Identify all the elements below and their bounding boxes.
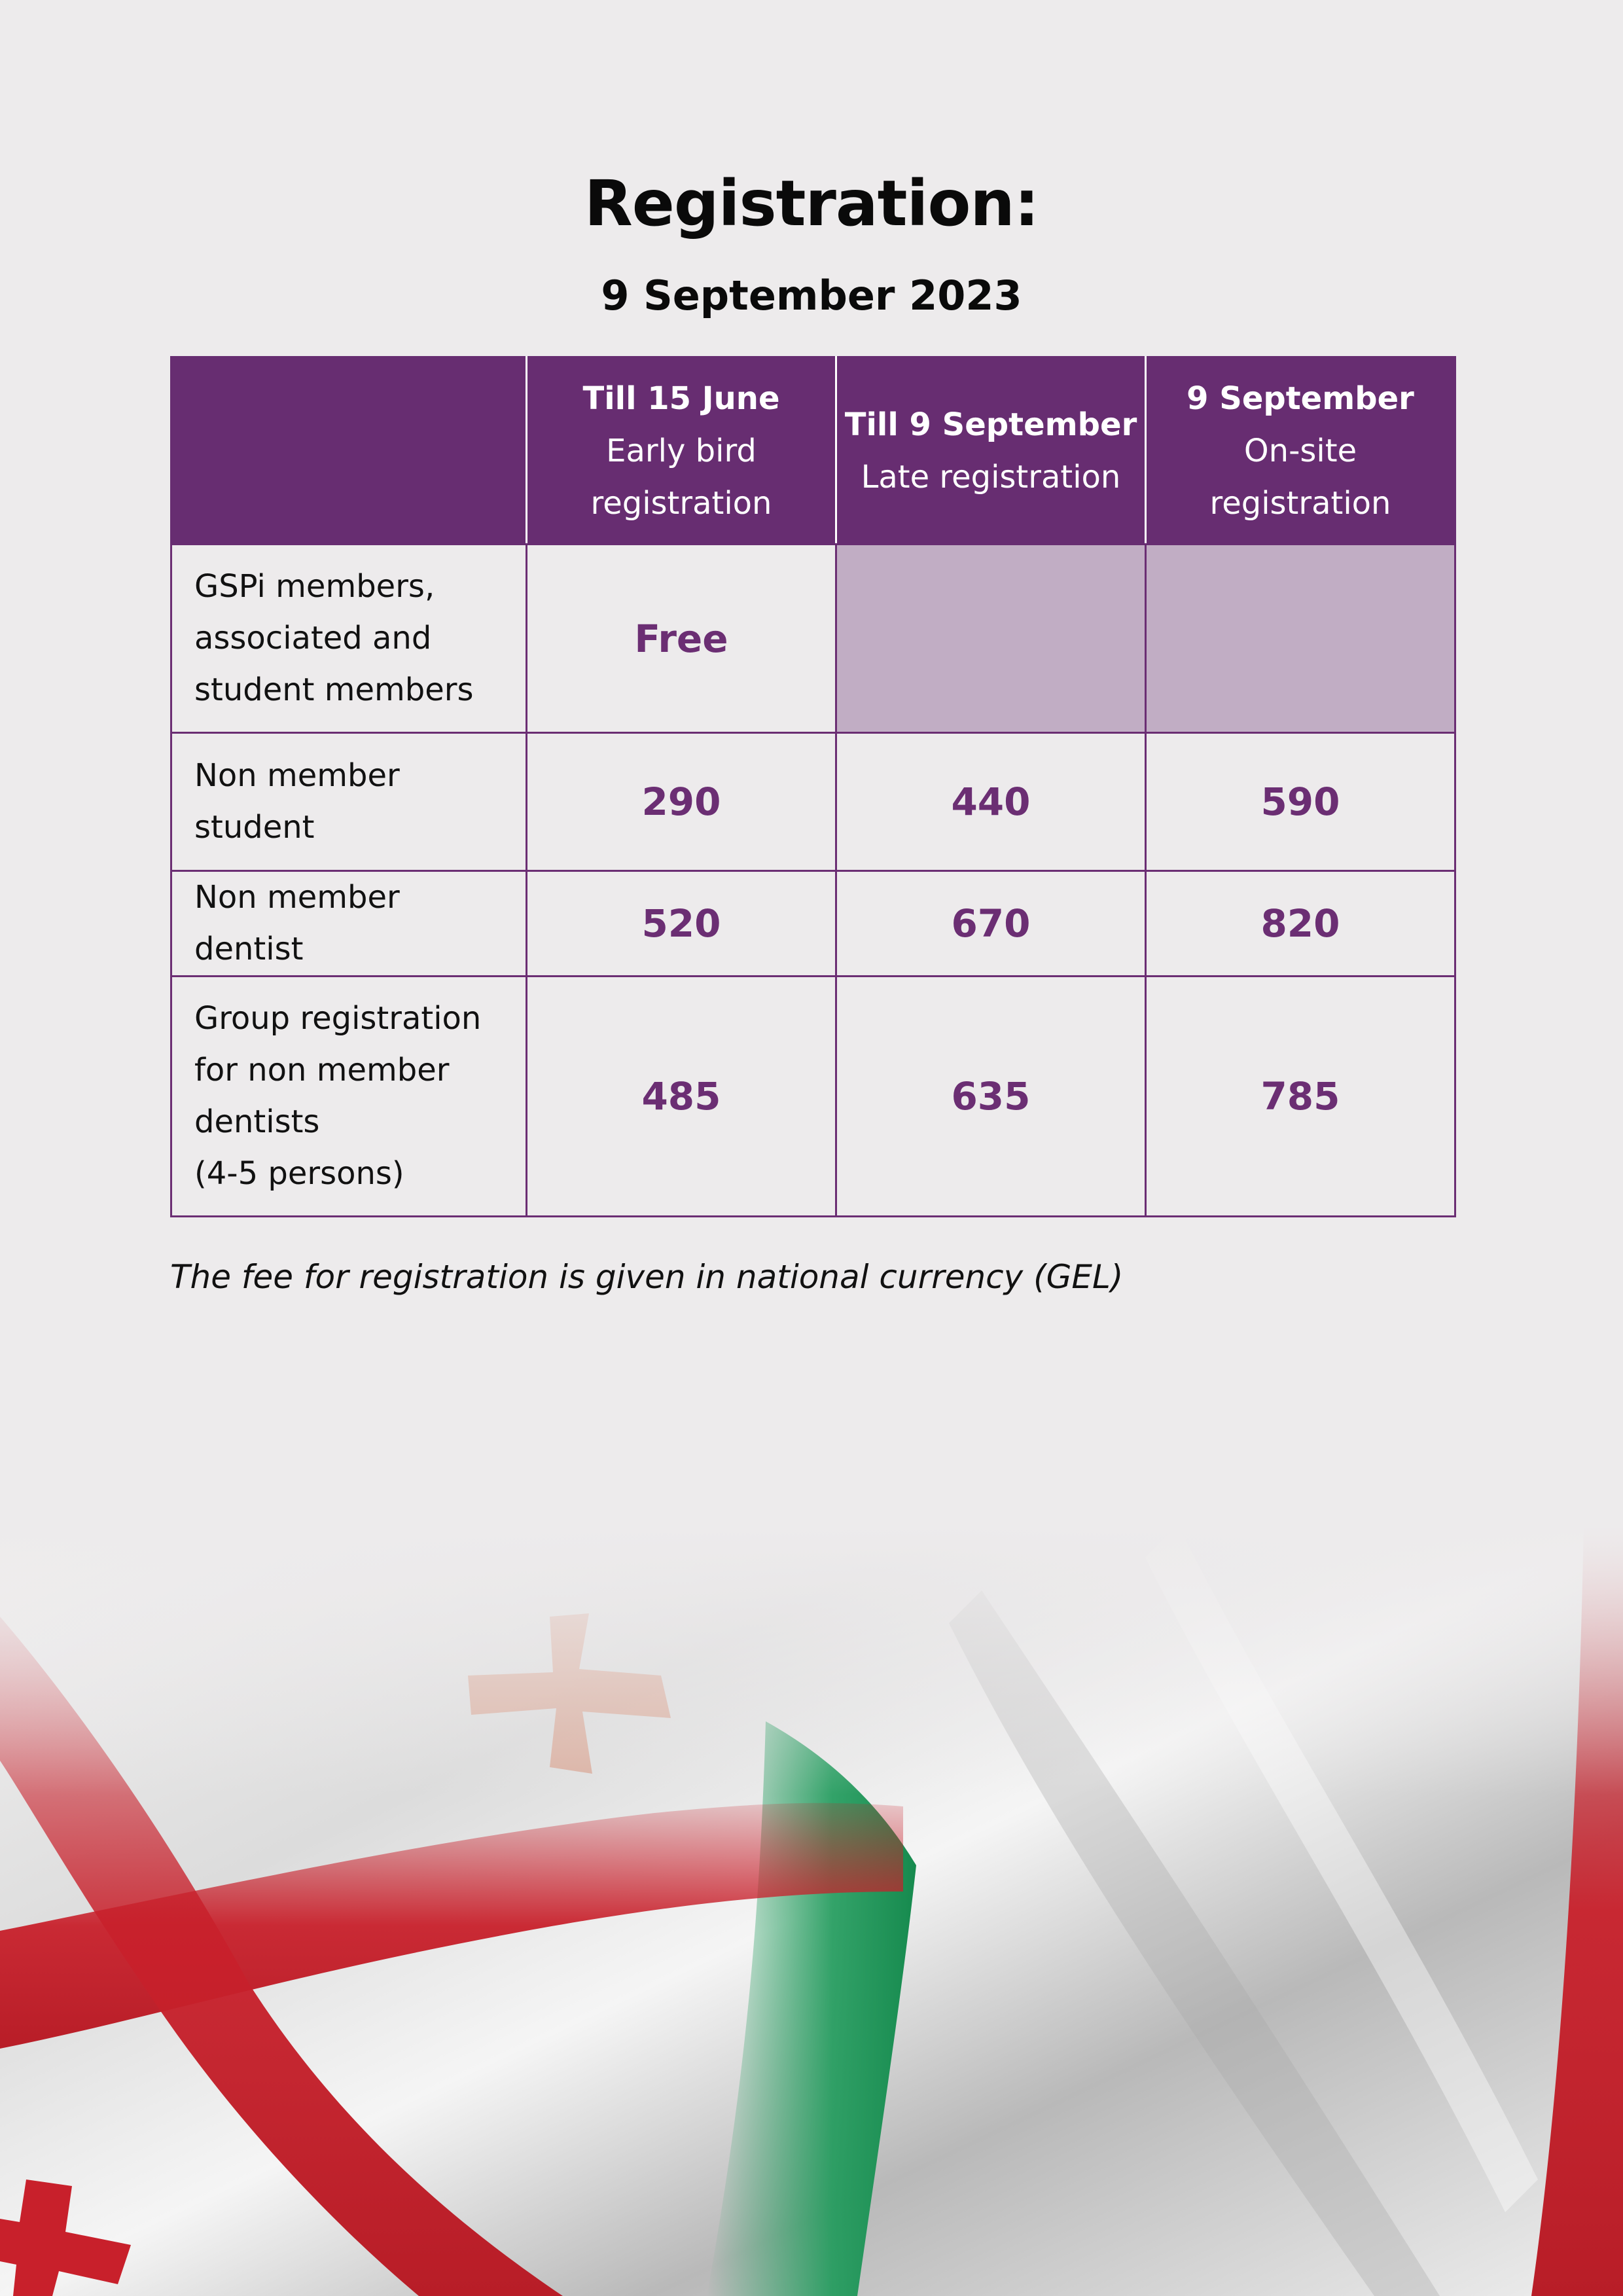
header-empty-cell	[171, 357, 527, 545]
fee-cell-empty	[836, 545, 1146, 733]
header-label: registration	[1209, 484, 1391, 522]
row-label-line: (4-5 persons)	[194, 1155, 404, 1192]
header-date: Till 9 September	[844, 406, 1137, 443]
row-label-gspi-members	[171, 545, 527, 733]
fee-cell-empty	[1146, 545, 1455, 733]
table-row	[171, 977, 1455, 1217]
georgia-italy-flags-illustration	[0, 1525, 1623, 2296]
row-label-non-member-dentist	[171, 871, 527, 977]
fee-cell: 440	[836, 733, 1146, 871]
row-label-line: GSPi members,	[194, 568, 435, 605]
header-label: On-site	[1243, 432, 1357, 469]
row-label-line: Non member	[194, 757, 400, 794]
table-row	[171, 733, 1455, 871]
row-label-line: student	[194, 809, 315, 846]
fee-cell: 290	[527, 733, 836, 871]
row-label-line: associated and	[194, 620, 432, 656]
header-label: registration	[590, 484, 772, 522]
header-late	[836, 357, 1146, 545]
header-early-bird	[527, 357, 836, 545]
fee-cell: Free	[527, 545, 836, 733]
fee-cell: 485	[527, 977, 836, 1217]
header-date: Till 15 June	[582, 380, 780, 417]
header-on-site	[1146, 357, 1455, 545]
table-row	[171, 871, 1455, 977]
header-label: Early bird	[606, 432, 757, 469]
table-row	[171, 545, 1455, 733]
row-label-line: for non member	[194, 1052, 450, 1088]
fee-cell: 590	[1146, 733, 1455, 871]
fee-cell: 670	[836, 871, 1146, 977]
top-fade	[0, 1525, 1623, 2296]
table-header-row	[171, 357, 1455, 545]
currency-footnote: The fee for registration is given in national currency (GEL)	[170, 1258, 1124, 1296]
header-label: Late registration	[861, 458, 1121, 495]
row-label-non-member-student	[171, 733, 527, 871]
row-label-line: Non member dentist	[194, 879, 400, 967]
header-date: 9 September	[1186, 380, 1414, 417]
registration-fee-table	[170, 356, 1456, 1217]
fee-cell: 520	[527, 871, 836, 977]
row-label-line: Group registration	[194, 1000, 482, 1037]
page-title: Registration:	[584, 167, 1039, 240]
row-label-line: student members	[194, 672, 474, 708]
row-label-group-registration	[171, 977, 527, 1217]
fee-cell: 635	[836, 977, 1146, 1217]
fee-cell: 820	[1146, 871, 1455, 977]
page-subtitle: 9 September 2023	[601, 272, 1022, 319]
row-label-line: dentists	[194, 1103, 320, 1140]
fee-cell: 785	[1146, 977, 1455, 1217]
